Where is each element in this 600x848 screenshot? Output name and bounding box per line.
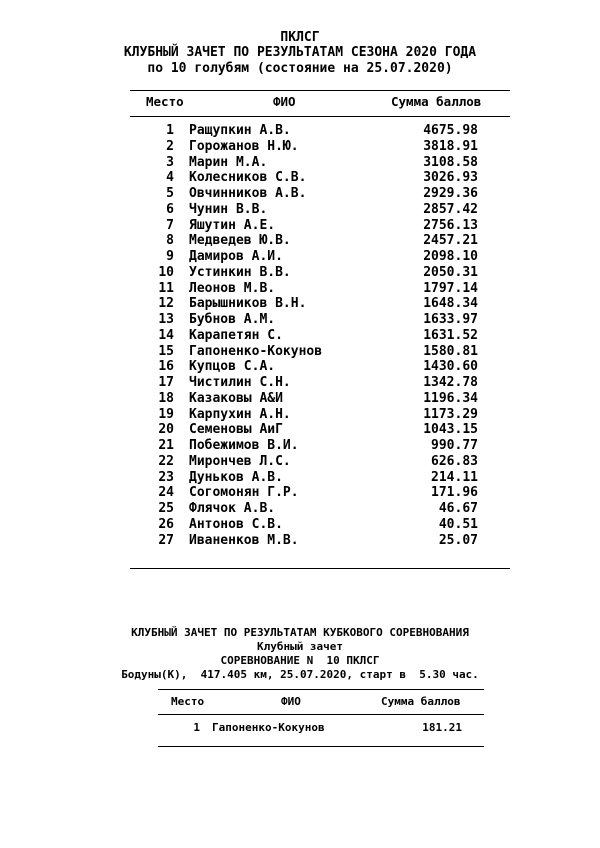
score-cell: 46.67 (438, 501, 478, 516)
column-header-place: Место (146, 94, 184, 109)
table-row (0, 312, 600, 328)
place-cell: 15 (158, 343, 174, 359)
score-cell: 1580.81 (423, 343, 478, 359)
place-cell: 12 (158, 296, 174, 312)
table-row (0, 454, 600, 470)
table-row (0, 407, 600, 423)
score-cell: 626.83 (431, 453, 478, 469)
place-cell: 4 (166, 170, 174, 186)
table-row (0, 375, 600, 391)
score-cell: 2857.42 (423, 201, 478, 217)
name-cell: Колесников С.В. (189, 170, 307, 186)
place-cell: 5 (166, 186, 174, 201)
table-row (0, 170, 600, 186)
score-cell: 2457.21 (423, 233, 478, 249)
name-cell: Гапоненко-Кокунов (212, 721, 325, 734)
name-cell: Согомонян Г.Р. (189, 485, 299, 501)
place-cell: 9 (166, 249, 174, 264)
table-row (0, 533, 600, 549)
place-cell: 11 (158, 280, 174, 296)
place-cell: 23 (158, 469, 174, 485)
cup-column-header-place: Место (171, 695, 205, 708)
table-row (0, 438, 600, 454)
score-cell: 25.07 (438, 532, 478, 548)
score-cell: 1633.97 (423, 312, 478, 327)
place-cell: 16 (158, 359, 174, 375)
score-cell: 1043.15 (423, 422, 478, 438)
header-bottom-rule (130, 116, 510, 117)
place-cell: 21 (158, 438, 174, 453)
table-bottom-rule (130, 568, 510, 569)
place-cell: 18 (158, 390, 174, 406)
score-cell: 214.11 (431, 469, 478, 485)
name-cell: Яшутин А.Е. (189, 217, 276, 233)
name-cell: Барышников В.Н. (189, 296, 307, 312)
name-cell: Ращупкин А.В. (189, 123, 291, 138)
season-heading: КЛУБНЫЙ ЗАЧЕТ ПО РЕЗУЛЬТАТАМ СЕЗОНА 2020 ГОДА (123, 45, 477, 60)
name-cell: Карпухин А.Н. (189, 406, 291, 422)
score-cell: 1631.52 (423, 327, 478, 343)
place-cell: 1 (193, 721, 200, 734)
name-cell: Дамиров А.И. (189, 249, 283, 264)
table-row (0, 517, 600, 533)
season-subheading: по 10 голубям (состояние на 25.07.2020) (147, 61, 453, 76)
cup-table-bottom-rule (158, 746, 484, 747)
table-row (0, 485, 600, 501)
cup-heading: КЛУБНЫЙ ЗАЧЕТ ПО РЕЗУЛЬТАТАМ КУБКОВОГО СОРЕВНОВАНИЯ (131, 626, 469, 639)
name-cell: Мирончев Л.С. (189, 453, 291, 469)
name-cell: Антонов С.В. (189, 516, 283, 532)
name-cell: Овчинников А.В. (189, 186, 307, 201)
table-row (0, 391, 600, 407)
place-cell: 20 (158, 422, 174, 438)
table-row (0, 249, 600, 265)
score-cell: 1173.29 (423, 406, 478, 422)
cup-table-top-rule (158, 689, 484, 690)
name-cell: Побежимов В.И. (189, 438, 299, 453)
table-top-rule (130, 90, 510, 91)
score-cell: 171.96 (431, 485, 478, 501)
place-cell: 3 (166, 154, 174, 170)
score-cell: 2929.36 (423, 186, 478, 201)
score-cell: 3026.93 (423, 170, 478, 186)
place-cell: 14 (158, 327, 174, 343)
score-cell: 181.21 (422, 721, 462, 734)
score-cell: 990.77 (431, 438, 478, 453)
place-cell: 6 (166, 201, 174, 217)
score-cell: 4675.98 (423, 123, 478, 138)
place-cell: 17 (158, 375, 174, 390)
table-row (0, 155, 600, 171)
place-cell: 27 (158, 532, 174, 548)
name-cell: Медведев Ю.В. (189, 233, 291, 249)
score-cell: 40.51 (438, 516, 478, 532)
name-cell: Чунин В.В. (189, 201, 268, 217)
place-cell: 7 (166, 217, 174, 233)
place-cell: 19 (158, 406, 174, 422)
place-cell: 2 (166, 138, 174, 154)
name-cell: Дуньков А.В. (189, 469, 283, 485)
score-cell: 3108.58 (423, 154, 478, 170)
cup-header-bottom-rule (158, 714, 484, 715)
table-row (0, 265, 600, 281)
table-row (0, 359, 600, 375)
competition-details: Бодуны(К), 417.405 км, 25.07.2020, старт в 5.30 час. (121, 668, 479, 681)
name-cell: Марин М.А. (189, 154, 268, 170)
name-cell: Карапетян С. (189, 327, 283, 343)
column-header-name: ФИО (273, 94, 296, 109)
score-cell: 3818.91 (423, 138, 478, 154)
score-cell: 2756.13 (423, 217, 478, 233)
name-cell: Казаковы А&И (189, 390, 283, 406)
table-row (0, 186, 600, 202)
place-cell: 10 (158, 264, 174, 280)
table-row (0, 501, 600, 517)
cup-column-header-score: Сумма баллов (381, 695, 461, 708)
place-cell: 8 (166, 233, 174, 249)
place-cell: 1 (166, 123, 174, 138)
table-row (0, 281, 600, 297)
cup-column-header-name: ФИО (281, 695, 301, 708)
name-cell: Леонов М.В. (189, 280, 276, 296)
table-row (0, 218, 600, 234)
score-cell: 2050.31 (423, 264, 478, 280)
column-header-score: Сумма баллов (391, 94, 482, 109)
name-cell: Гапоненко-Кокунов (189, 343, 323, 359)
table-row (0, 202, 600, 218)
cup-subheading: Клубный зачет (256, 640, 344, 653)
name-cell: Иваненков М.В. (189, 532, 299, 548)
table-row (0, 123, 600, 139)
club-title: ПКЛСГ (280, 30, 320, 45)
place-cell: 25 (158, 501, 174, 516)
table-row (0, 422, 600, 438)
name-cell: Устинкин В.В. (189, 264, 291, 280)
competition-label: СОРЕВНОВАНИЕ N 10 ПКЛСГ (220, 654, 380, 667)
place-cell: 22 (158, 453, 174, 469)
table-row (0, 233, 600, 249)
name-cell: Купцов С.А. (189, 359, 276, 375)
table-row (0, 344, 600, 360)
score-cell: 1648.34 (423, 296, 478, 312)
score-cell: 1342.78 (423, 375, 478, 390)
table-row (0, 328, 600, 344)
score-cell: 1430.60 (423, 359, 478, 375)
table-row (0, 296, 600, 312)
name-cell: Флячок А.В. (189, 501, 276, 516)
name-cell: Бубнов А.М. (189, 312, 276, 327)
place-cell: 13 (158, 312, 174, 327)
place-cell: 26 (158, 516, 174, 532)
name-cell: Горожанов Н.Ю. (189, 138, 299, 154)
score-cell: 1196.34 (423, 390, 478, 406)
table-row (0, 139, 600, 155)
place-cell: 24 (158, 485, 174, 501)
score-cell: 1797.14 (423, 280, 478, 296)
name-cell: Чистилин С.Н. (189, 375, 291, 390)
score-cell: 2098.10 (423, 249, 478, 264)
name-cell: Семеновы АиГ (189, 422, 283, 438)
table-row (0, 470, 600, 486)
